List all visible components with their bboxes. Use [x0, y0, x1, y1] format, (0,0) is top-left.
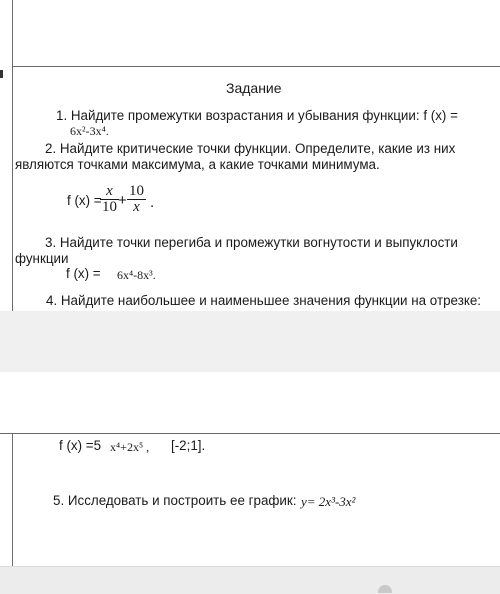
fraction-2-numerator: 10	[129, 183, 144, 199]
task-4-formula: x⁴+2x⁵ ,	[110, 440, 150, 454]
page-gap	[0, 311, 500, 372]
task-2-fraction-1	[100, 184, 119, 215]
task-heading: Задание	[226, 80, 282, 96]
task-3-line1: 3. Найдите точки перегиба и промежутки вогнутости и выпуклости	[45, 235, 458, 250]
task-4-text: 4. Найдите наибольшее и наименьшее значения функции на отрезке:	[46, 293, 482, 308]
document-fragment-bottom	[0, 372, 500, 566]
table-border-left	[12, 66, 13, 311]
task-1-formula: 6x²-3x⁴.	[70, 124, 109, 138]
task-5-formula: y= 2x³-3x²	[301, 494, 356, 509]
table-border-top	[0, 433, 500, 434]
fraction-1-denominator: 10	[102, 199, 117, 215]
task-2-fraction-2	[127, 184, 146, 215]
fraction-1-numerator: x	[106, 183, 113, 199]
task-5-text: 5. Исследовать и построить ее график:	[53, 493, 297, 508]
scroll-indicator	[378, 585, 392, 593]
task-3-formula-prefix: f (x) =	[66, 266, 101, 281]
task-2-plus: +	[118, 192, 127, 209]
task-4-interval: [-2;1].	[171, 438, 206, 453]
margin-mark	[0, 70, 3, 78]
task-2-line2: являются точками максимума, а какие точками минимума.	[15, 157, 380, 172]
task-4-formula-prefix: f (x) =5	[59, 438, 102, 453]
task-2-formula-prefix: f (x) =	[67, 193, 102, 208]
task-1-text: 1. Найдите промежутки возрастания и убывания функции: f (x) =	[56, 108, 458, 123]
page-gap-bottom	[0, 566, 500, 594]
fraction-2-denominator: x	[127, 199, 146, 215]
table-border-left-bottom	[12, 433, 13, 566]
table-border-row	[12, 66, 500, 67]
task-2-period: .	[150, 194, 155, 211]
table-border-left-top	[12, 0, 13, 66]
task-2-line1: 2. Найдите критические точки функции. Определите, какие из них	[45, 141, 456, 156]
task-3-formula: 6x⁴-8x³.	[117, 268, 156, 282]
task-3-line2: функции	[15, 251, 69, 266]
